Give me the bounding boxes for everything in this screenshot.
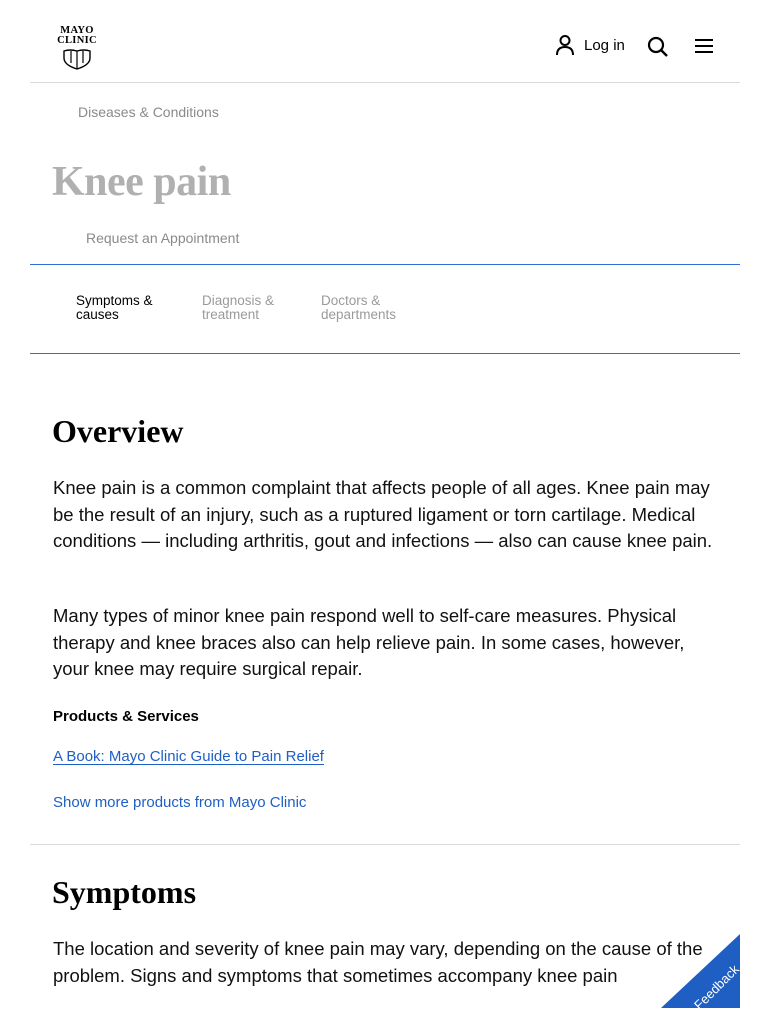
show-more-products-link[interactable]: Show more products from Mayo Clinic [53,794,307,811]
search-icon [647,36,669,58]
site-header [30,0,740,83]
search-button[interactable] [647,36,669,63]
tab-doctors-departments[interactable] [321,294,396,322]
tab-diagnosis-treatment[interactable] [202,294,274,322]
symptoms-heading: Symptoms [52,874,197,910]
tab-label-line1: Diagnosis & [202,293,275,308]
overview-paragraph-2: Many types of minor knee pain respond well to self-care measures. Physical therapy and knee braces also can help relieve pain. In some cases, however, your knee may require surgical repair. [53,605,685,679]
request-appointment-link[interactable]: Request an Appointment [86,230,240,246]
book-link[interactable]: A Book: Mayo Clinic Guide to Pain Relief [53,748,324,765]
breadcrumb[interactable]: Diseases & Conditions [78,104,219,120]
logo-wordmark-line2: CLINIC [57,35,97,46]
person-icon [555,34,575,56]
overview-heading: Overview [52,413,184,449]
overview-paragraph-1: Knee pain is a common complaint that affects people of all ages. Knee pain may be the result of an injury, such as a ruptured ligament or torn cartilage. Medical conditions — including arthritis, gout and infections — also can cause knee pain. [53,477,713,551]
section-tabs [30,264,740,354]
tab-symptoms-causes[interactable] [76,294,153,322]
login-label: Log in [584,36,625,54]
menu-button[interactable] [694,38,714,59]
tab-label-line2: treatment [202,307,260,322]
page-title: Knee pain [52,159,231,205]
logo-wordmark-line1: MAYO [60,25,94,36]
tab-label-line1: Doctors & [321,293,381,308]
mayo-clinic-logo[interactable] [54,26,100,70]
menu-icon [694,38,714,54]
tab-label-line2: departments [321,307,397,322]
login-button[interactable] [555,34,625,56]
tab-label-line1: Symptoms & [76,293,153,308]
tab-label-line2: causes [76,307,119,322]
symptoms-paragraph: The location and severity of knee pain may vary, depending on the cause of the problem. Signs and symptoms that sometimes accompany knee pain [53,938,703,986]
shield-icon [62,48,92,70]
section-divider [30,844,740,845]
feedback-label: Feedback [691,961,742,1013]
feedback-button[interactable] [661,934,742,1013]
products-services-label: Products & Services [53,708,199,725]
